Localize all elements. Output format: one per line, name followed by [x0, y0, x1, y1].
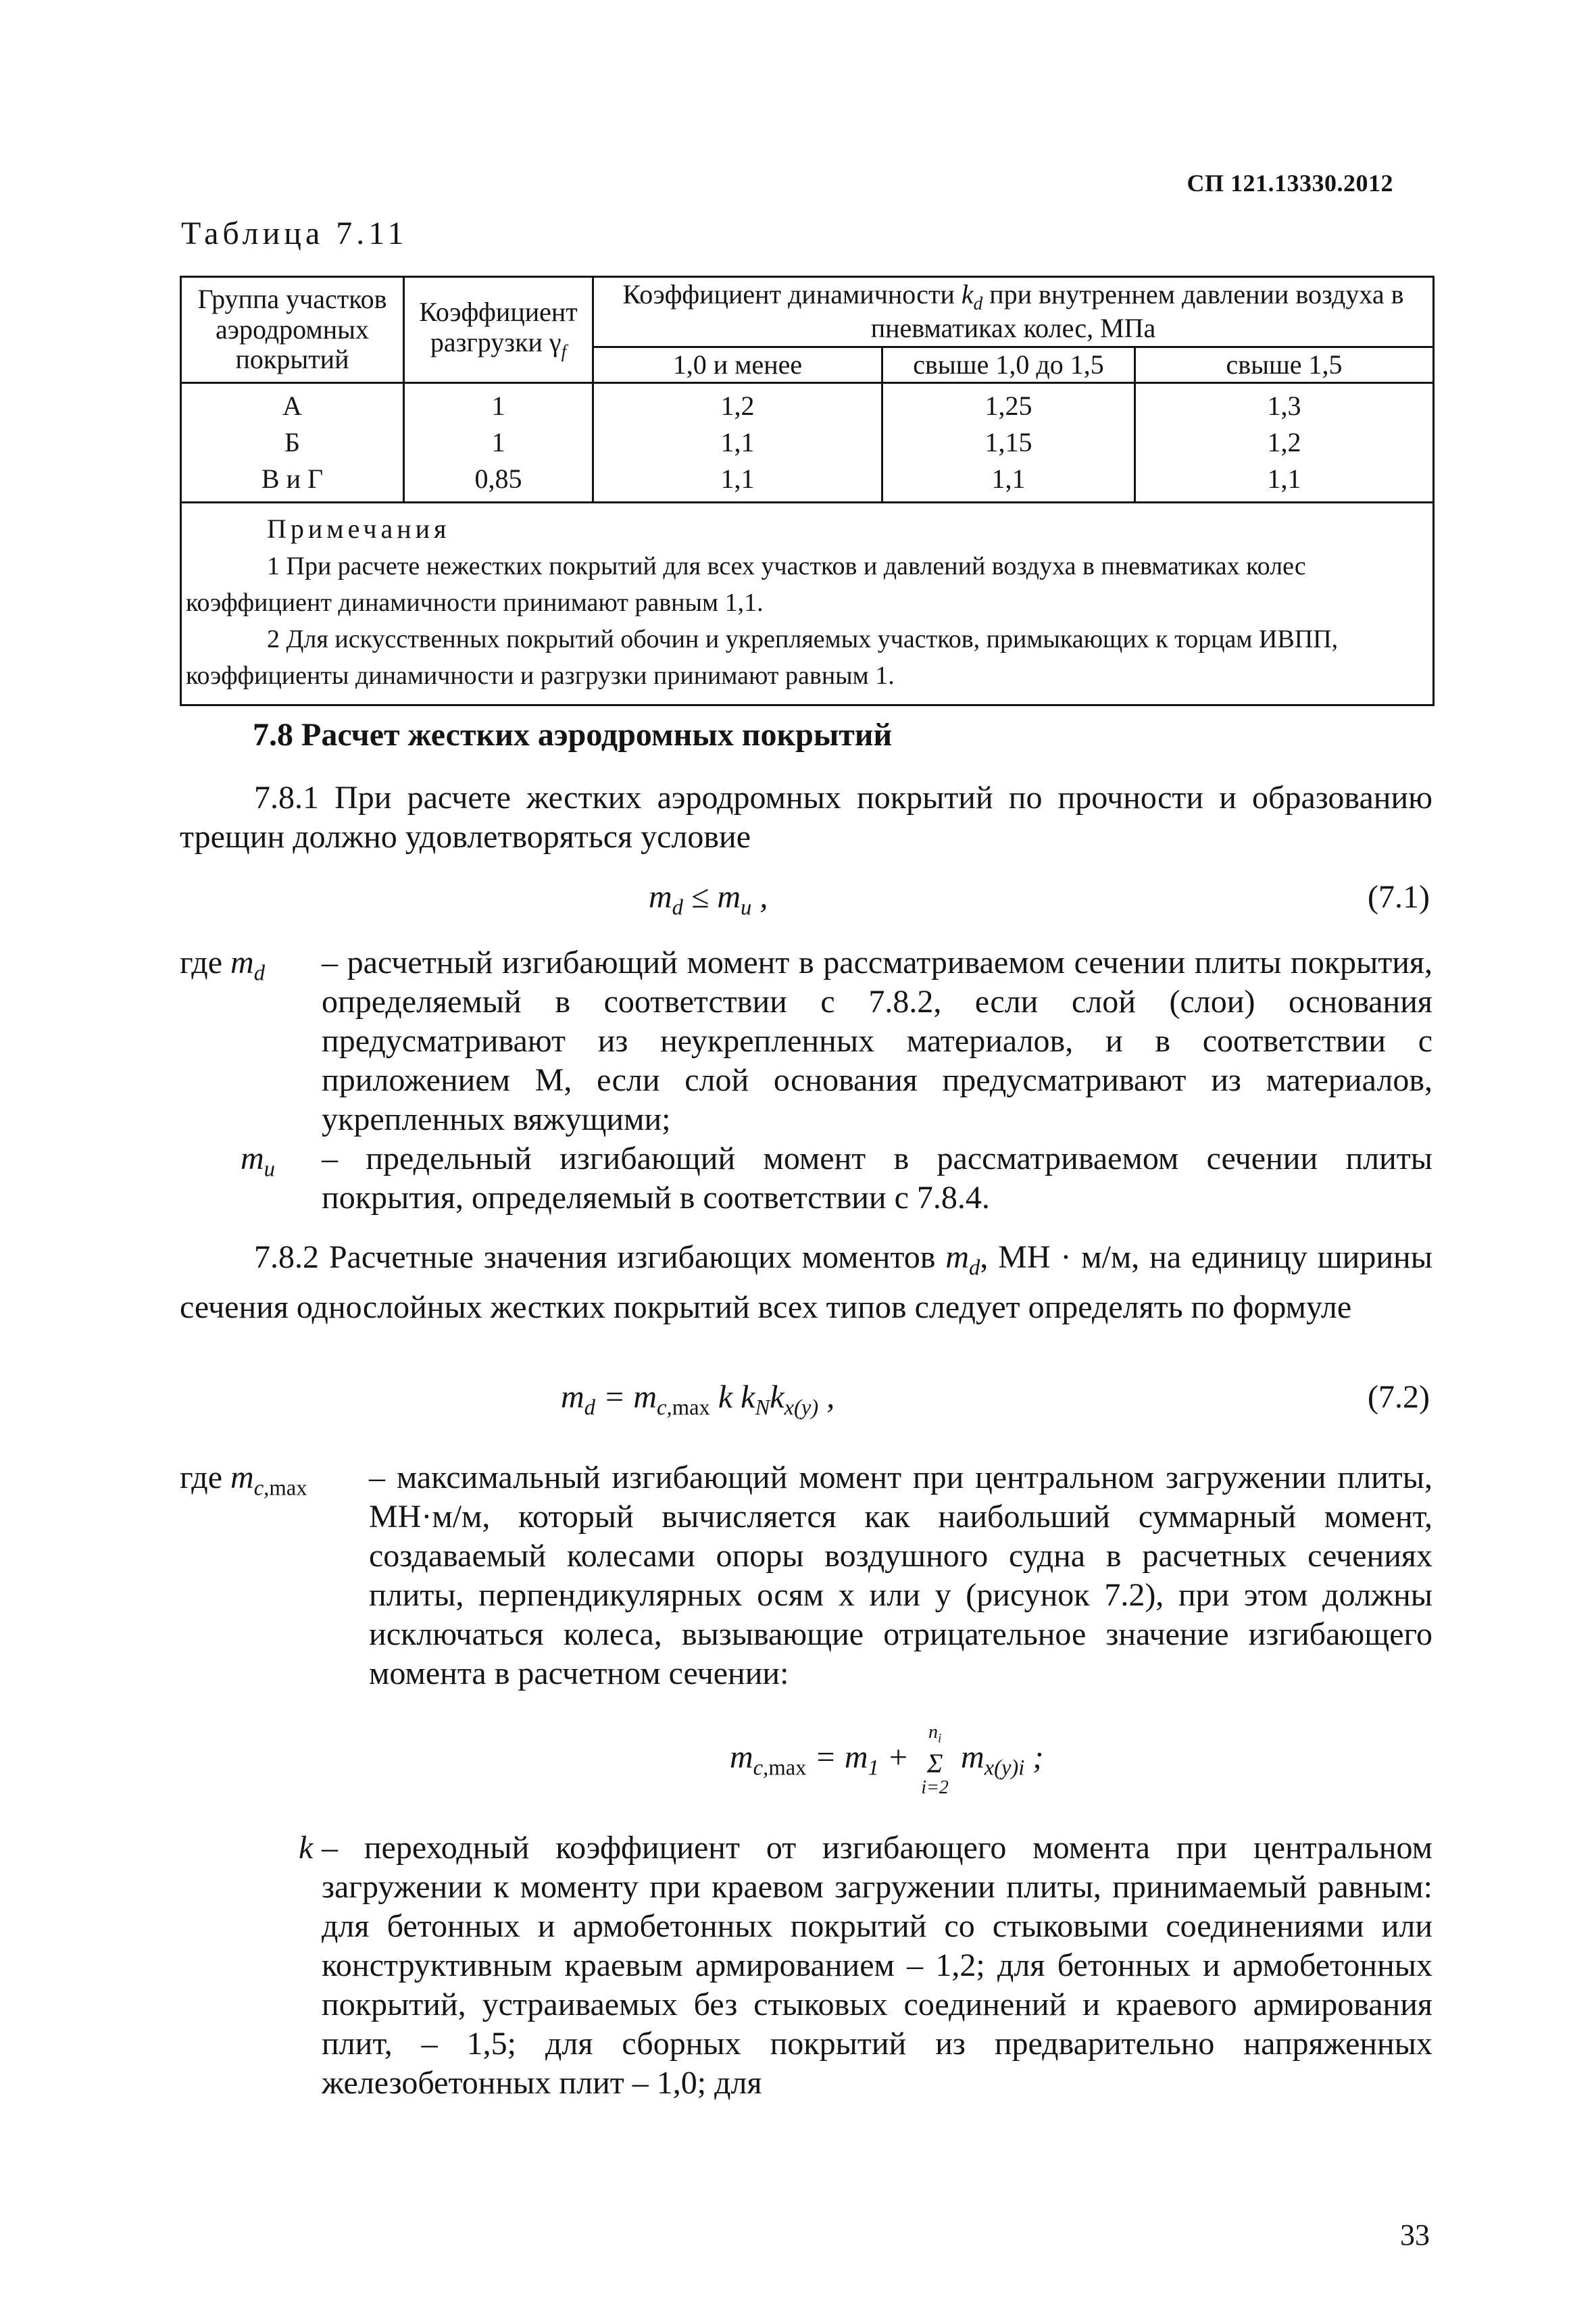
cell-v1: 1,2 [593, 383, 882, 425]
table-row [181, 461, 1434, 503]
cell-unload: 1 [404, 383, 593, 425]
equation-number-7-2: (7.2) [1368, 1379, 1430, 1415]
cell-group: А [181, 383, 404, 425]
coefficient-table [180, 276, 1435, 706]
paragraph-7-8-1: 7.8.1 При расчете жестких аэродромных покрытий по прочности и образованию трещин должно удовлетворяться условие [180, 780, 1432, 855]
cell-v2: 1,25 [882, 383, 1135, 425]
cell-v1: 1,1 [593, 461, 882, 503]
table-notes [181, 503, 1434, 705]
cell-unload: 0,85 [404, 461, 593, 503]
section-title: 7.8 Расчет жестких аэродромных покрытий [253, 717, 893, 753]
definition-k: k – переходный коэффициент от изгибающего момента при центральном загружении к моменту при краевом загружении плиты, принимаемый равным: для бетонных и армобетонных покрытий со стыковыми соединениями или конструктивным краевым армированием – 1,2; для бетонных и армобетонных покрытий, устраиваемых без стыковых соединений и краевого армирования плит, – 1,5; для сборных покрытий из предварительно напряженных железобетонных плит – 1,0; для [299, 1830, 1432, 2101]
notes-title: Примечания [267, 514, 451, 544]
header-dynamic: Коэффициент динамичности $k_d$ при внутреннем давлении воздуха в пневматиках колес, МПа [593, 277, 1434, 347]
page-number: 33 [1400, 2218, 1430, 2251]
table-row [181, 383, 1434, 425]
definition-md: где $m_d$ – расчетный изгибающий момент в рассматриваемом сечении плиты покрытия, определяемый в соответствии с 7.8.2, если слой (слои) основания предусматривают из неукрепленных материалов, и в соответствии с приложением М, если слой основания предусматривают из материалов, укрепленных вяжущими; [180, 945, 1432, 1137]
cell-v3: 1,2 [1135, 424, 1434, 461]
cell-v2: 1,1 [882, 461, 1135, 503]
table-notes-row [181, 503, 1434, 705]
formula-7-1: $m_d \le m_u$ , [649, 879, 768, 920]
table-header-row [181, 277, 1434, 347]
cell-v2: 1,15 [882, 424, 1135, 461]
cell-v1: 1,1 [593, 424, 882, 461]
table-row [181, 424, 1434, 461]
note-2: 2 Для искусственных покрытий обочин и укрепляемых участков, примыкающих к торцам ИВПП, коэффициенты динамичности и разгрузки принимают равным 1. [186, 624, 1339, 690]
table-title: Таблица 7.11 [181, 216, 408, 251]
formula-mc-max: $m_{c,max} = m_1$ + $n_i$ Σ i=2 $m_{x(y)i}$ ; [730, 1722, 1044, 1798]
equation-number-7-1: (7.1) [1368, 879, 1430, 915]
header-unload: Коэффициент разгрузки $\gamma_f$ [404, 277, 593, 383]
subheader-1: 1,0 и менее [593, 347, 882, 383]
subheader-3: свыше 1,5 [1135, 347, 1434, 383]
subheader-2: свыше 1,0 до 1,5 [882, 347, 1135, 383]
cell-group: Б [181, 424, 404, 461]
header-group: Группа участков аэродромных покрытий [181, 277, 404, 383]
note-1: 1 При расчете нежестких покрытий для всех участков и давлений воздуха в пневматиках колес коэффициент динамичности принимают равным 1,1. [186, 551, 1306, 617]
cell-v3: 1,3 [1135, 383, 1434, 425]
cell-unload: 1 [404, 424, 593, 461]
paragraph-7-8-2: 7.8.2 Расчетные значения изгибающих моментов $m_d$, МН · м/м, на единицу ширины сечения однослойных жестких покрытий всех типов следует определять по формуле [180, 1239, 1432, 1325]
document-code: СП 121.13330.2012 [1187, 170, 1393, 197]
definition-mc-max: где $m_{c,max}$ – максимальный изгибающий момент при центральном загружении плиты, МН·м/м, который вычисляется как наибольший суммарный момент, создаваемый колесами опоры воздушного судна в расчетных сечениях плиты, перпендикулярных осям x или y (рисунок 7.2), при этом должны исключаться колеса, вызывающие отрицательное значение изгибающего момента в расчетном сечении: [180, 1460, 1432, 1691]
definition-mu: $m_u$ – предельный изгибающий момент в рассматриваемом сечении плиты покрытия, определяемый в соответствии с 7.8.4. [241, 1141, 1432, 1216]
cell-group: В и Г [181, 461, 404, 503]
formula-7-2: $m_d = m_{c,max}$ k $k_Nk_{x(y)}$ , [561, 1379, 835, 1420]
cell-v3: 1,1 [1135, 461, 1434, 503]
